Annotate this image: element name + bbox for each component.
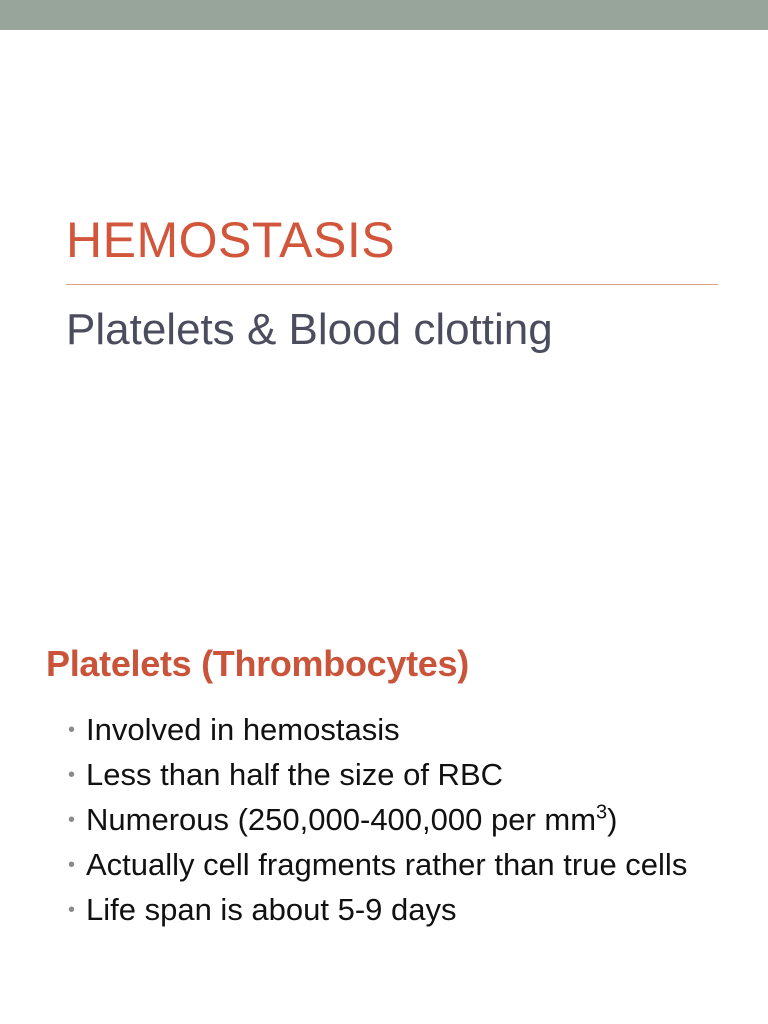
title-divider [66, 284, 718, 285]
bullet-item [68, 757, 708, 793]
bullet-item [68, 712, 708, 748]
bullet-text-suffix: ) [607, 802, 618, 837]
bullet-text: Actually cell fragments rather than true cells [86, 847, 688, 882]
bullet-text: Less than half the size of RBC [86, 757, 504, 792]
bullet-dot-icon: • [68, 719, 76, 741]
bullet-text: Life span is about 5-9 days [86, 892, 457, 927]
bullet-dot-icon: • [68, 854, 76, 876]
superscript-exponent: 3 [596, 801, 608, 824]
bullet-dot-icon: • [68, 809, 76, 831]
slide-title-platelets: Platelets (Thrombocytes) [46, 643, 469, 684]
bullet-dot-icon: • [68, 764, 76, 786]
bullet-dot-icon: • [68, 899, 76, 921]
bullet-list [68, 712, 708, 937]
slide-title-hemostasis: HEMOSTASIS [66, 212, 396, 268]
slide-subtitle: Platelets & Blood clotting [66, 305, 553, 354]
bullet-text: Involved in hemostasis [86, 712, 400, 747]
bullet-item [68, 802, 708, 838]
bullet-text: Numerous (250,000-400,000 per mm [86, 802, 597, 837]
bullet-item [68, 847, 708, 883]
bullet-item [68, 892, 708, 928]
top-header-bar [0, 0, 768, 30]
